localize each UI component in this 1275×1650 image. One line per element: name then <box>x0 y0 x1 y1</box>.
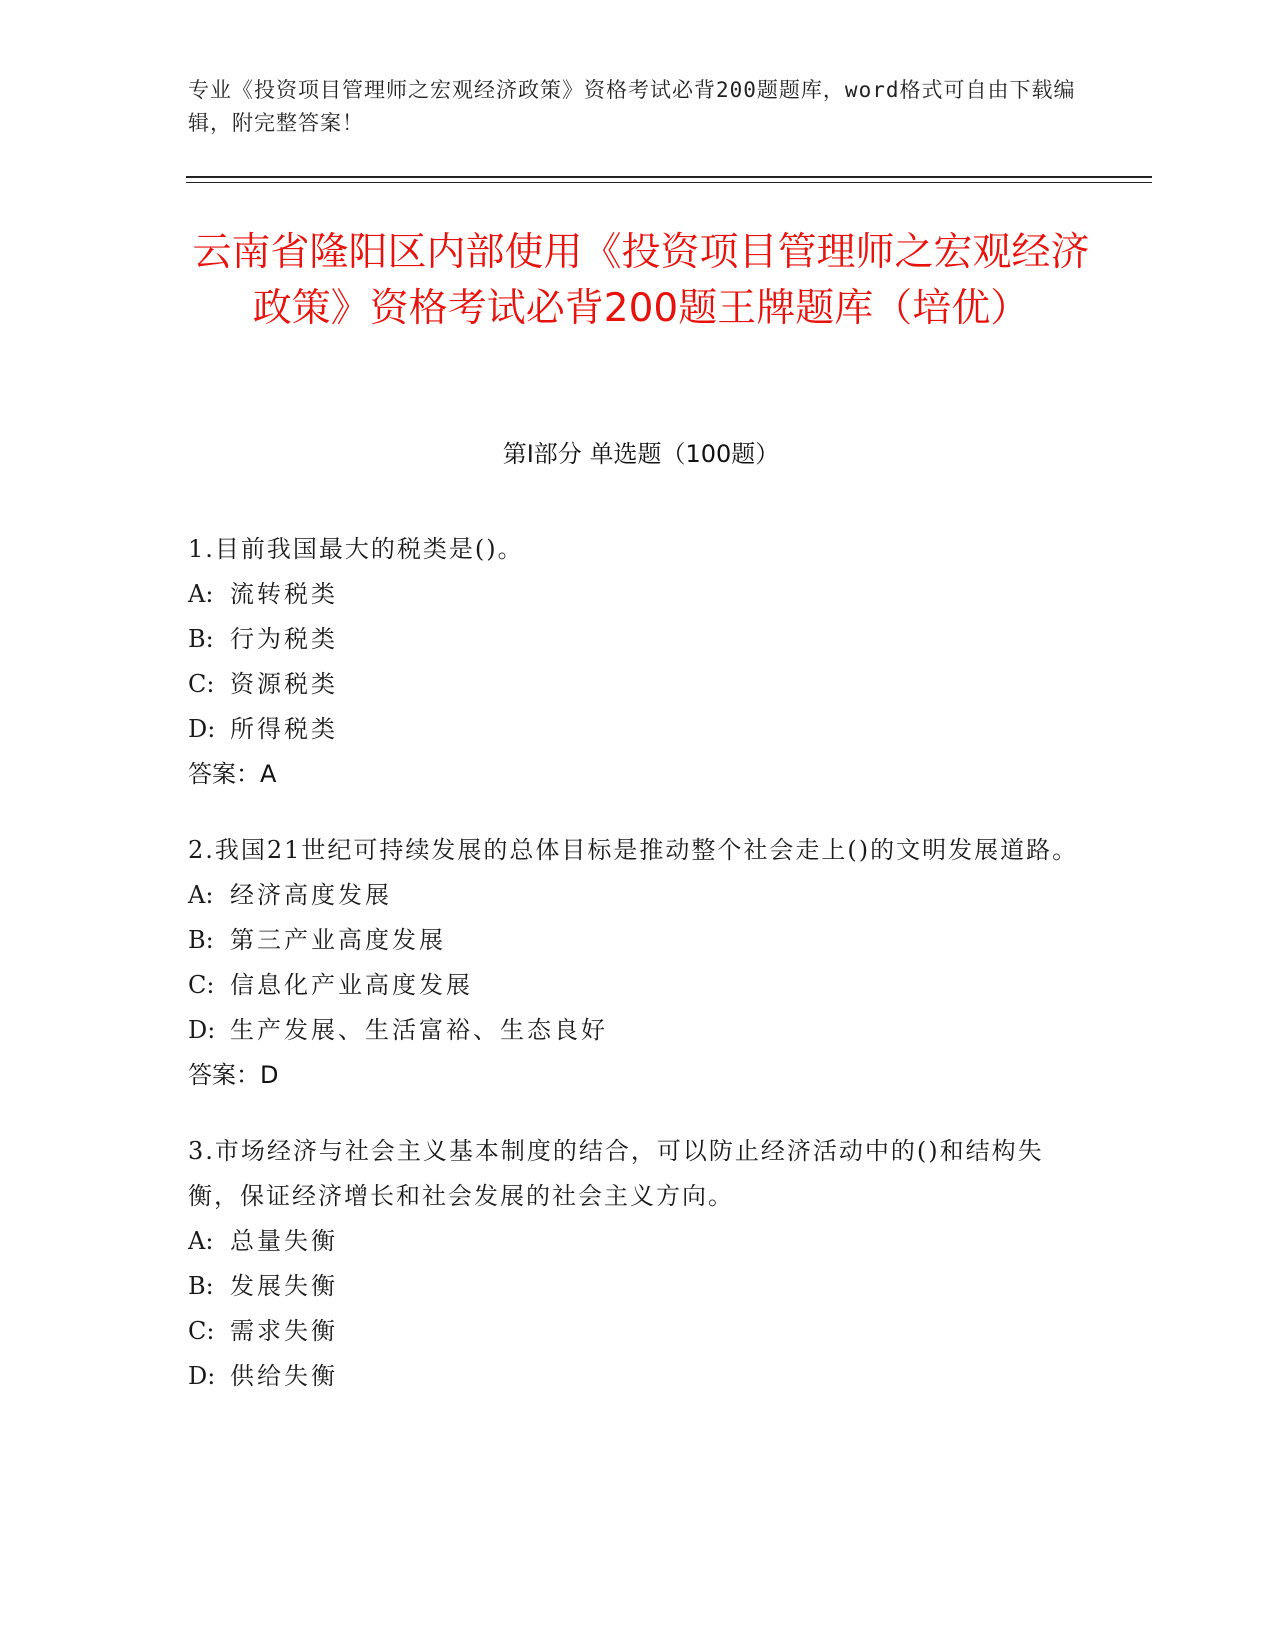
option-text: 行为税类 <box>230 625 338 653</box>
answer: 答案：D <box>188 1061 279 1089</box>
option-letter: A: <box>188 1227 214 1255</box>
option-d <box>188 707 1088 752</box>
option-a <box>188 572 1088 617</box>
option-letter: C: <box>188 971 215 999</box>
header-divider-thin <box>186 182 1152 183</box>
question-1 <box>188 527 1088 797</box>
option-text: 发展失衡 <box>230 1272 338 1300</box>
option-a <box>188 873 1088 918</box>
option-text: 需求失衡 <box>230 1317 338 1345</box>
option-text: 经济高度发展 <box>230 881 392 909</box>
option-c <box>188 662 1088 707</box>
option-b <box>188 617 1088 662</box>
question-2 <box>188 828 1088 1098</box>
document-title: 云南省隆阳区内部使用《投资项目管理师之宏观经济政策》资格考试必背200题王牌题库（培优） <box>192 230 1090 331</box>
header-divider-thick <box>186 176 1152 178</box>
option-b <box>188 1264 1088 1309</box>
option-letter: A: <box>188 881 214 909</box>
header-note: 专业《投资项目管理师之宏观经济政策》资格考试必背200题题库，word格式可自由下载编辑，附完整答案！ <box>188 78 1076 135</box>
option-letter: D: <box>188 1016 216 1044</box>
question-stem: 1.目前我国最大的税类是()。 <box>188 535 524 563</box>
option-letter: B: <box>188 625 214 653</box>
question-list <box>188 527 1088 1430</box>
option-text: 信息化产业高度发展 <box>230 971 473 999</box>
option-text: 生产发展、生活富裕、生态良好 <box>230 1016 608 1044</box>
option-d <box>188 1008 1088 1053</box>
option-a <box>188 1219 1088 1264</box>
section-heading: 第Ⅰ部分 单选题（100题） <box>502 440 780 468</box>
option-letter: B: <box>188 1272 214 1300</box>
option-letter: D: <box>188 715 216 743</box>
question-stem: 3.市场经济与社会主义基本制度的结合，可以防止经济活动中的()和结构失衡，保证经济增长和社会发展的社会主义方向。 <box>188 1137 1044 1210</box>
option-letter: C: <box>188 1317 215 1345</box>
option-letter: A: <box>188 580 214 608</box>
option-c <box>188 1309 1088 1354</box>
answer: 答案：A <box>188 760 277 788</box>
option-d <box>188 1354 1088 1399</box>
option-text: 所得税类 <box>230 715 338 743</box>
option-text: 第三产业高度发展 <box>230 926 446 954</box>
question-3 <box>188 1129 1088 1399</box>
option-text: 供给失衡 <box>230 1362 338 1390</box>
option-letter: C: <box>188 670 215 698</box>
question-stem: 2.我国21世纪可持续发展的总体目标是推动整个社会走上()的文明发展道路。 <box>188 836 1079 864</box>
option-letter: D: <box>188 1362 216 1390</box>
option-c <box>188 963 1088 1008</box>
option-letter: B: <box>188 926 214 954</box>
option-text: 流转税类 <box>230 580 338 608</box>
option-b <box>188 918 1088 963</box>
option-text: 资源税类 <box>230 670 338 698</box>
option-text: 总量失衡 <box>230 1227 338 1255</box>
